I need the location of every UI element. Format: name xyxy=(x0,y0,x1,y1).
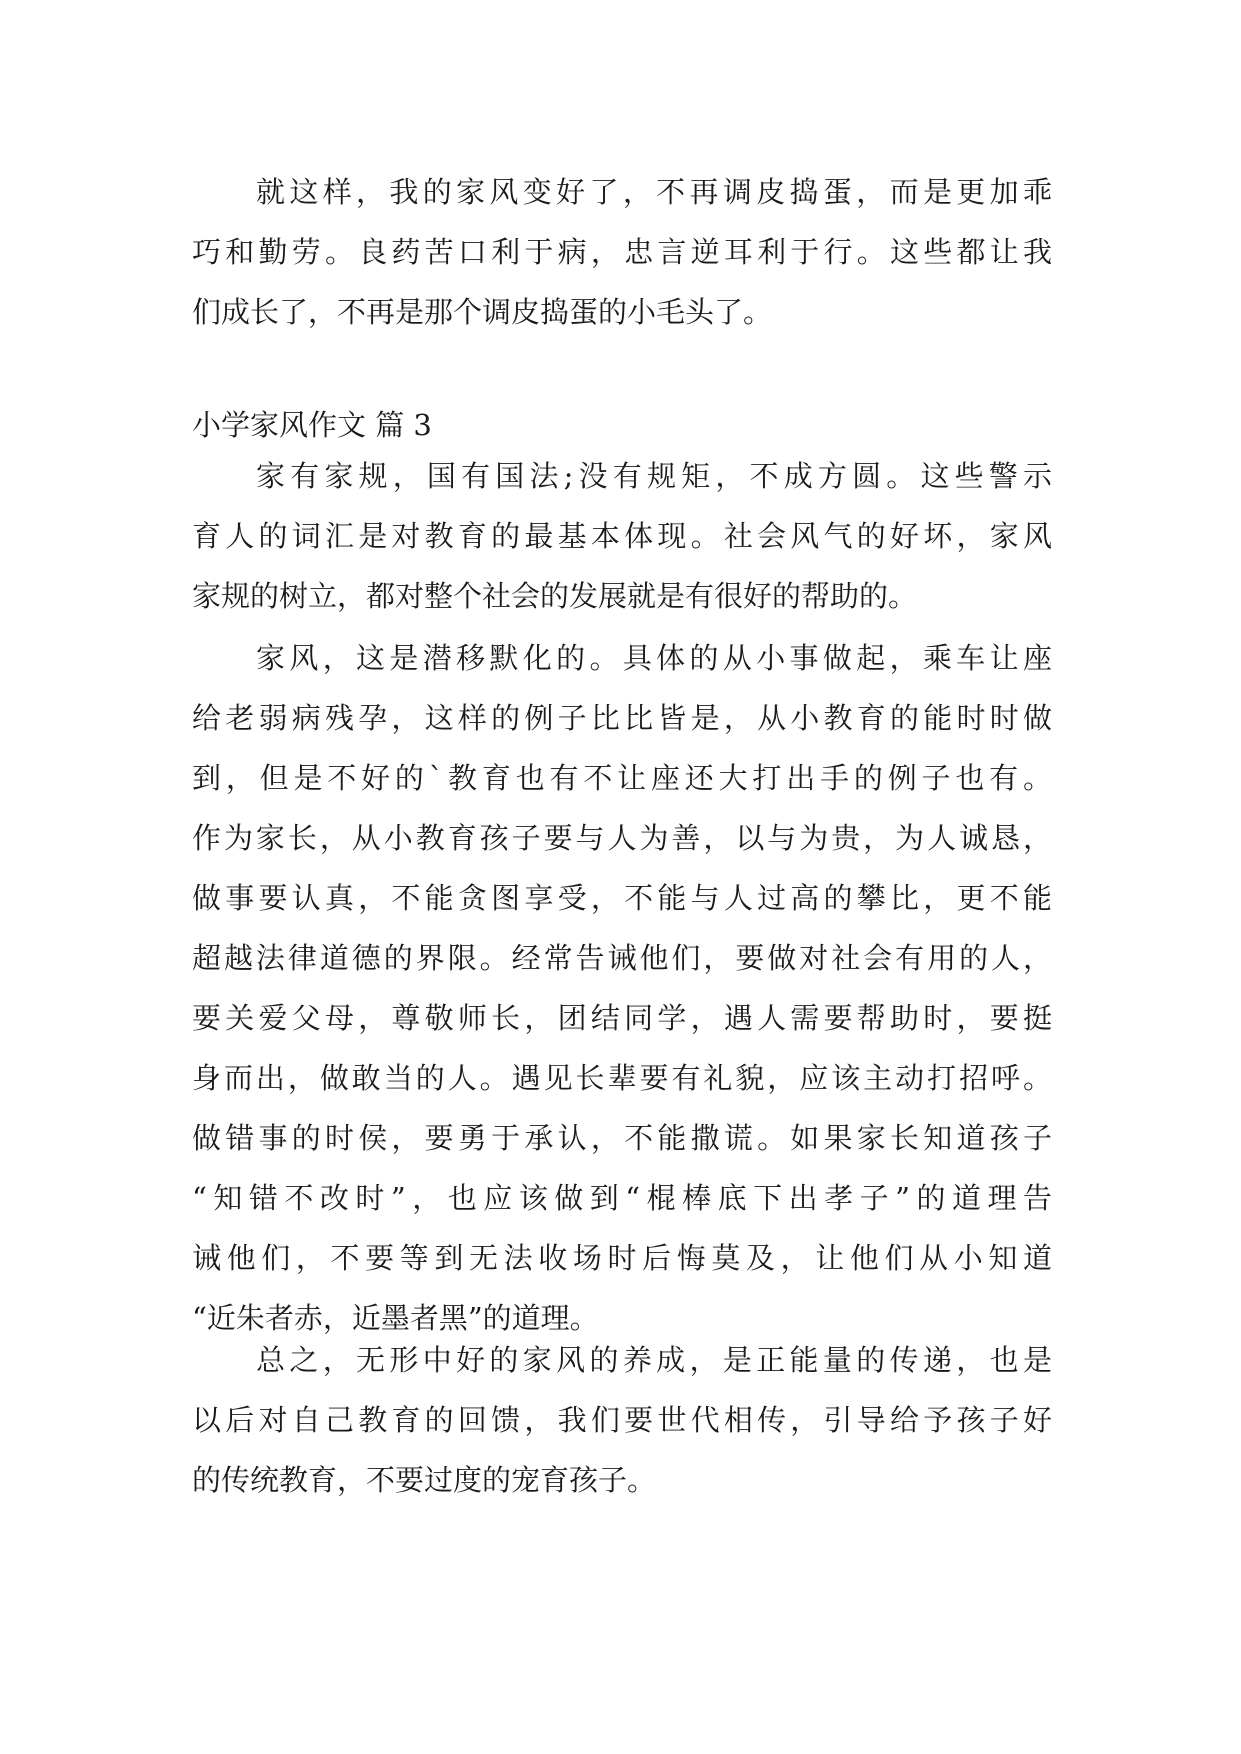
text-line: 给老弱病残孕，这样的例子比比皆是，从小教育的能时时做 xyxy=(192,701,1052,735)
text-line: 家风，这是潜移默化的。具体的从小事做起，乘车让座 xyxy=(256,641,1052,675)
text-line: 们成长了，不再是那个调皮捣蛋的小毛头了。 xyxy=(192,295,773,329)
text-line: 的传统教育，不要过度的宠育孩子。 xyxy=(192,1463,657,1497)
text-line: 家规的树立，都对整个社会的发展就是有很好的帮助的。 xyxy=(192,579,918,613)
paragraph-3 xyxy=(192,1330,1052,1510)
text-line: 育人的词汇是对教育的最基本体现。社会风气的好坏，家风 xyxy=(192,519,1052,553)
text-line: 诫他们，不要等到无法收场时后悔莫及，让他们从小知道 xyxy=(192,1241,1052,1275)
paragraph-intro xyxy=(192,162,1052,342)
text-line: 要关爱父母，尊敬师长，团结同学，遇人需要帮助时，要挺 xyxy=(192,1001,1052,1035)
text-line: 超越法律道德的界限。经常告诫他们，要做对社会有用的人， xyxy=(192,941,1052,975)
text-line: 做错事的时侯，要勇于承认，不能撒谎。如果家长知道孩子 xyxy=(192,1121,1052,1155)
text-line: 作为家长，从小教育孩子要与人为善，以与为贵，为人诚恳， xyxy=(192,821,1052,855)
text-line: 巧和勤劳。良药苦口利于病，忠言逆耳利于行。这些都让我 xyxy=(192,235,1052,269)
text-line: 身而出，做敢当的人。遇见长辈要有礼貌，应该主动打招呼。 xyxy=(192,1061,1052,1095)
text-line: “近朱者赤，近墨者黑”的道理。 xyxy=(192,1301,599,1335)
text-line: 就这样，我的家风变好了，不再调皮捣蛋，而是更加乖 xyxy=(256,175,1052,209)
text-line: “知错不改时”，也应该做到“棍棒底下出孝子”的道理告 xyxy=(192,1181,1052,1215)
text-line: 做事要认真，不能贪图享受，不能与人过高的攀比，更不能 xyxy=(192,881,1052,915)
text-line: 家有家规，国有国法;没有规矩，不成方圆。这些警示 xyxy=(256,459,1052,493)
paragraph-1 xyxy=(192,446,1052,626)
text-line: 总之，无形中好的家风的养成，是正能量的传递，也是 xyxy=(256,1343,1052,1377)
section-title: 小学家风作文 篇 3 xyxy=(192,408,432,442)
paragraph-2 xyxy=(192,628,1052,1348)
text-line: 到，但是不好的`教育也有不让座还大打出手的例子也有。 xyxy=(192,761,1052,795)
text-line: 以后对自己教育的回馈，我们要世代相传，引导给予孩子好 xyxy=(192,1403,1052,1437)
